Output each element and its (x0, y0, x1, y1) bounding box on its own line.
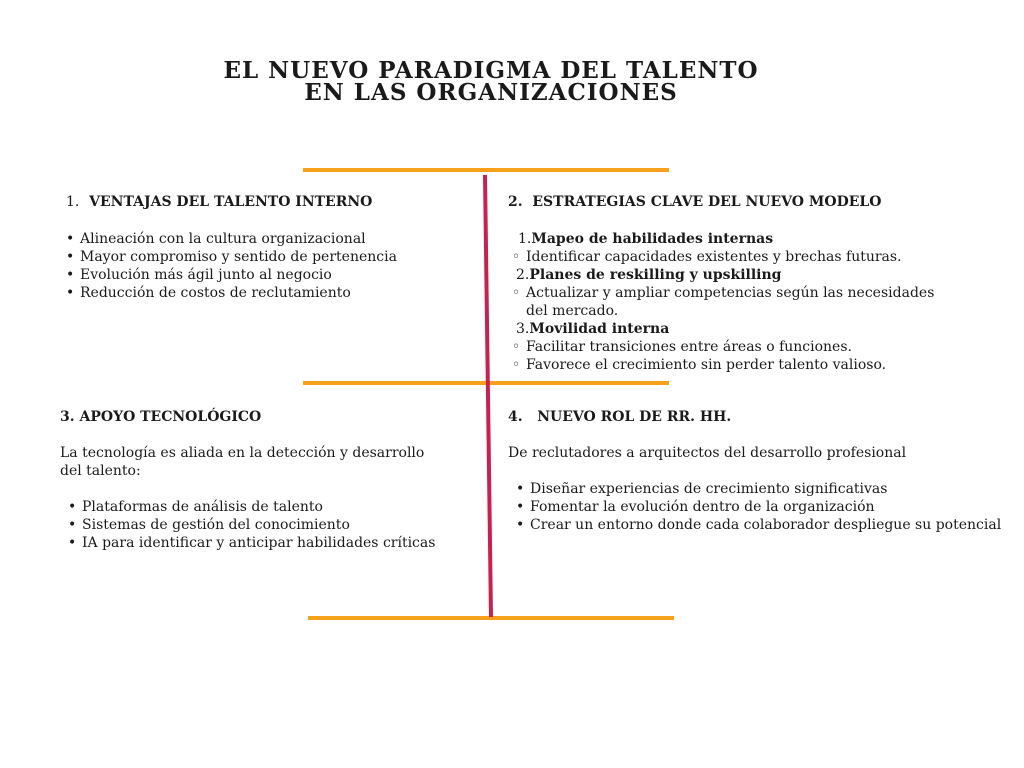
section-4-number: 4. (508, 409, 523, 425)
section-2-title: ESTRATEGIAS CLAVE DEL NUEVO MODELO (532, 194, 882, 210)
section-1-title: VENTAJAS DEL TALENTO INTERNO (89, 194, 373, 210)
vertical-divider (470, 170, 510, 620)
strategy-item (508, 266, 988, 320)
section-ventajas (62, 193, 462, 302)
strategy-item (508, 320, 988, 374)
section-4-title: NUEVO ROL DE RR. HH. (537, 409, 732, 425)
strategy-title: Mapeo de habilidades internas (531, 231, 774, 247)
list-item: • Diseñar experiencias de crecimiento significativas (530, 480, 998, 498)
section-1-list (62, 230, 462, 302)
section-apoyo-tecnologico (60, 408, 450, 552)
title-line-1: EL NUEVO PARADIGMA DEL TALENTO (223, 57, 759, 84)
section-3-intro: La tecnología es aliada en la detección y desarrollo del talento: (60, 445, 425, 479)
list-item: • Fomentar la evolución dentro de la organización (530, 498, 998, 516)
section-nuevo-rol (508, 408, 1002, 534)
strategy-sublist (508, 248, 988, 266)
sub-item: ◦ Identificar capacidades existentes y brechas futuras. (526, 248, 988, 266)
sub-item: ◦ Actualizar y ampliar competencias según las necesidades del mercado. (526, 284, 946, 320)
section-4-list (508, 480, 1002, 534)
section-3-list (60, 498, 450, 552)
strategy-sublist (508, 284, 946, 320)
section-4-intro: De reclutadores a arquitectos del desarrollo profesional (508, 445, 907, 461)
section-2-heading (508, 193, 988, 211)
list-item: • Reducción de costos de reclutamiento (80, 284, 462, 302)
list-item: • Mayor compromiso y sentido de pertenencia (80, 248, 462, 266)
section-1-heading (62, 193, 462, 211)
list-item: • Sistemas de gestión del conocimiento (82, 516, 450, 534)
list-item: • Evolución más ágil junto al negocio (80, 266, 462, 284)
section-4-heading (508, 408, 998, 426)
strategy-title: Planes de reskilling y upskilling (529, 267, 782, 283)
strategy-number: 2. (516, 267, 530, 283)
strategy-number: 1. (518, 231, 532, 247)
strategy-sublist (508, 338, 988, 374)
section-estrategias (508, 193, 988, 374)
strategy-title: Movilidad interna (529, 321, 670, 337)
strategies-list (508, 230, 988, 374)
strategy-item (508, 230, 988, 266)
list-item: • Crear un entorno donde cada colaborador despliegue su potencial (530, 516, 998, 534)
list-item: • Alineación con la cultura organizacional (80, 230, 462, 248)
page-title (0, 57, 982, 106)
sub-item: ◦ Facilitar transiciones entre áreas o funciones. (526, 338, 988, 356)
section-3-heading: 3. APOYO TECNOLÓGICO (60, 409, 262, 425)
strategy-number: 3. (516, 321, 530, 337)
title-line-2: EN LAS ORGANIZACIONES (304, 79, 678, 106)
list-item: • IA para identificar y anticipar habilidades críticas (82, 534, 450, 552)
sub-item: ◦ Favorece el crecimiento sin perder talento valioso. (526, 356, 988, 374)
list-item: • Plataformas de análisis de talento (82, 498, 450, 516)
section-2-number: 2. (508, 194, 523, 210)
section-1-number: 1. (66, 194, 80, 210)
